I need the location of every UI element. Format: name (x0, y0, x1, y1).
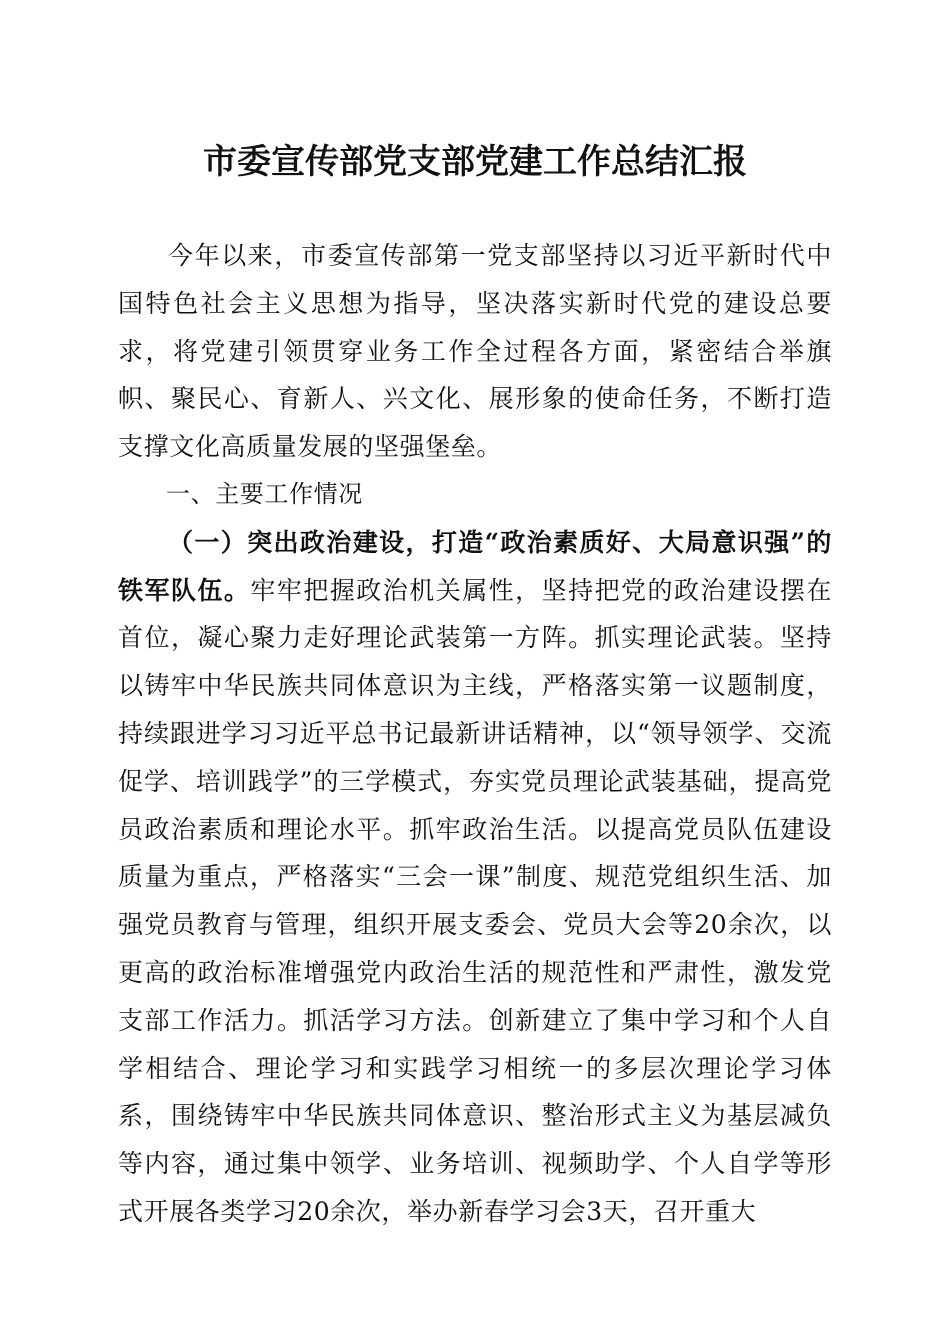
document-body (118, 232, 832, 1236)
subsection-title: （一）突出政治建设，打造“政治素质好、大局意识强”的铁军队伍。 (118, 527, 832, 605)
subsection-paragraph (118, 519, 832, 1236)
section-heading: 一、主要工作情况 (166, 479, 363, 508)
intro-paragraph: 今年以来，市委宣传部第一党支部坚持以习近平新时代中国特色社会主义思想为指导，坚决落实新时代党的建设总要求，将党建引领贯穿业务工作全过程各方面，紧密结合举旗帜、聚民心、育新人、兴文化、展形象的使命任务，不断打造支撑文化高质量发展的坚强堡垒。 (118, 241, 832, 462)
document-title: 市委宣传部党支部党建工作总结汇报 (203, 142, 747, 182)
subsection-body: 牢牢把握政治机关属性，坚持把党的政治建设摆在首位，凝心聚力走好理论武装第一方阵。抓实理论武装。坚持以铸牢中华民族共同体意识为主线，严格落实第一议题制度，持续跟进学习习近平总书记最新讲话精神，以“领导领学、交流促学、培训践学”的三学模式，夯实党员理论武装基础，提高党员政治素质和理论水平。抓牢政治生活。以提高党员队伍建设质量为重点，严格落实“三会一课”制度、规范党组织生活、加强党员教育与管理，组织开展支委会、党员大会等20余次，以更高的政治标准增强党内政治生活的规范性和严肃性，激发党支部工作活力。抓活学习方法。创新建立了集中学习和个人自学相结合、理论学习和实践学习相统一的多层次理论学习体系，围绕铸牢中华民族共同体意识、整治形式主义为基层减负等内容，通过集中领学、业务培训、视频助学、个人自学等形式开展各类学习20余次，举办新春学习会3天，召开重大 (118, 575, 832, 1226)
